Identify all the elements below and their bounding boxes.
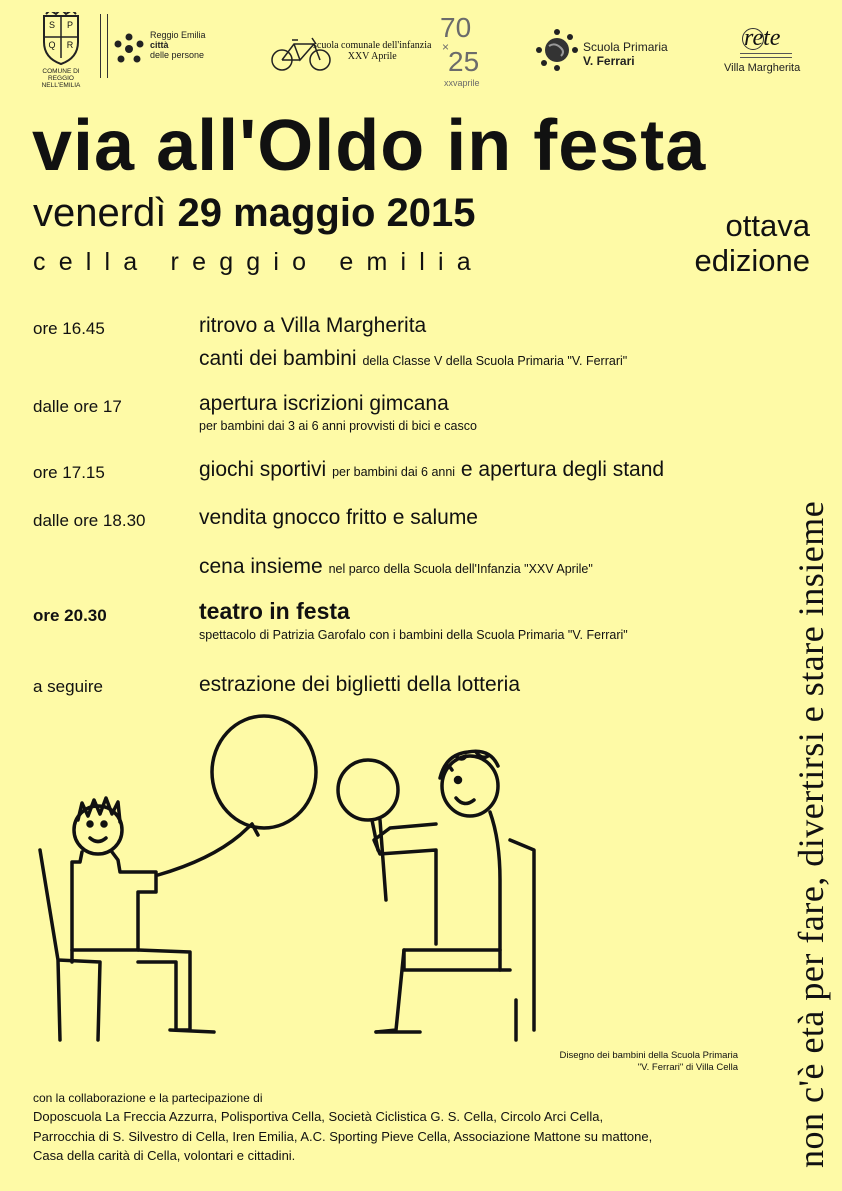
edition-line2: edizione [694,243,810,278]
event-place: cella reggio emilia [33,248,484,276]
logo-comune [28,12,98,89]
anniv-bottom: 25 [448,46,480,77]
spqr-r: R [66,40,74,50]
logo-divider [100,14,108,78]
anniv-x: × [442,40,450,54]
r2-line [199,347,627,371]
infanzia-line2: XXV Aprile [347,51,397,62]
anniv-tag: xxvaprile [444,78,480,88]
r1-main: ritrovo a Villa Margherita [199,314,427,337]
infanzia-line1: scuola comunale dell'infanzia [313,40,432,51]
r3-sub: per bambini dai 3 ai 6 anni provvisti di bici e casco [199,419,477,433]
logo-infanzia [270,28,430,80]
r5-main: vendita gnocco fritto e salume [199,506,478,529]
r2-main: canti dei bambini [199,347,357,370]
collab-line1: Doposcuola La Freccia Azzurra, Polisportiva Cella, Società Ciclistica G. S. Cella, Circolo Arci Cella, [33,1109,604,1124]
r6-small: nel parco della Scuola dell'Infanzia "XXV Aprile" [328,562,593,576]
rete-logo: rete [744,25,781,51]
re-name: Reggio Emilia [150,30,206,40]
spqr-q: Q [48,40,56,50]
r3-main: apertura iscrizioni gimcana [199,392,449,415]
child-left [40,798,214,1040]
primaria-line2: V. Ferrari [583,54,635,68]
re-tag2: delle persone [150,50,205,60]
r7-main: teatro in festa [199,598,350,624]
drawing-credit [560,1050,738,1074]
r4-main-b: e apertura degli stand [460,458,665,481]
date-prefix: venerdì [33,191,167,235]
logo-anniversary [436,14,496,90]
date-main: 29 maggio 2015 [177,191,476,235]
r5-time: dalle ore 18.30 [33,511,146,530]
vertical-slogan: non c'è età per fare, divertirsi e stare insieme [791,500,831,1168]
anniv-top: 70 [440,12,472,43]
primaria-line1: Scuola Primaria [583,40,668,54]
poster-title: via all'Oldo in festa [32,106,707,186]
comune-line1: COMUNE DI [42,68,80,75]
credit-line2: "V. Ferrari" di Villa Cella [637,1062,738,1073]
comune-line2: REGGIO NELL'EMILIA [41,75,81,89]
r2-small: della Classe V della Scuola Primaria "V. Ferrari" [362,354,628,368]
r3-time: dalle ore 17 [33,397,122,416]
spqr-p: P [66,20,73,30]
rete-ring [742,28,764,50]
r6-line [199,555,593,579]
balloon-left [158,716,316,875]
logo-reggio-emilia [112,30,222,72]
spqr-s: S [48,20,55,30]
r1-time: ore 16.45 [33,319,105,338]
r4-time: ore 17.15 [33,463,105,482]
children-drawing [0,700,560,1080]
collab-line3: Casa della carità di Cella, volontari e cittadini. [33,1148,296,1163]
r4-main-a: giochi sportivi [199,458,327,481]
r7-sub: spettacolo di Patrizia Garofalo con i bambini della Scuola Primaria "V. Ferrari" [199,628,628,642]
logo-primaria [535,28,695,78]
r7-time: ore 20.30 [33,606,107,625]
r4-line [199,458,664,482]
rete-underline [740,53,792,58]
globe-children-icon [535,28,579,72]
collab-line2: Parrocchia di S. Silvestro di Cella, Iren Emilia, A.C. Sporting Pieve Cella, Associazione Mattone su mattone, [33,1129,653,1144]
event-date [33,193,475,233]
credit-line1: Disegno dei bambini della Scuola Primaria [559,1050,738,1061]
re-tag1: città [150,40,169,50]
r4-small: per bambini dai 6 anni [332,465,456,479]
r8-main: estrazione dei biglietti della lotteria [199,673,521,696]
people-circle-icon [112,32,146,66]
rete-name: Villa Margherita [724,62,801,74]
logo-rete [722,26,822,80]
collab-heading: con la collaborazione e la partecipazione di [33,1091,263,1105]
r8-time: a seguire [33,677,103,696]
edition-line1: ottava [725,208,810,243]
r6-main: cena insieme [199,555,323,578]
